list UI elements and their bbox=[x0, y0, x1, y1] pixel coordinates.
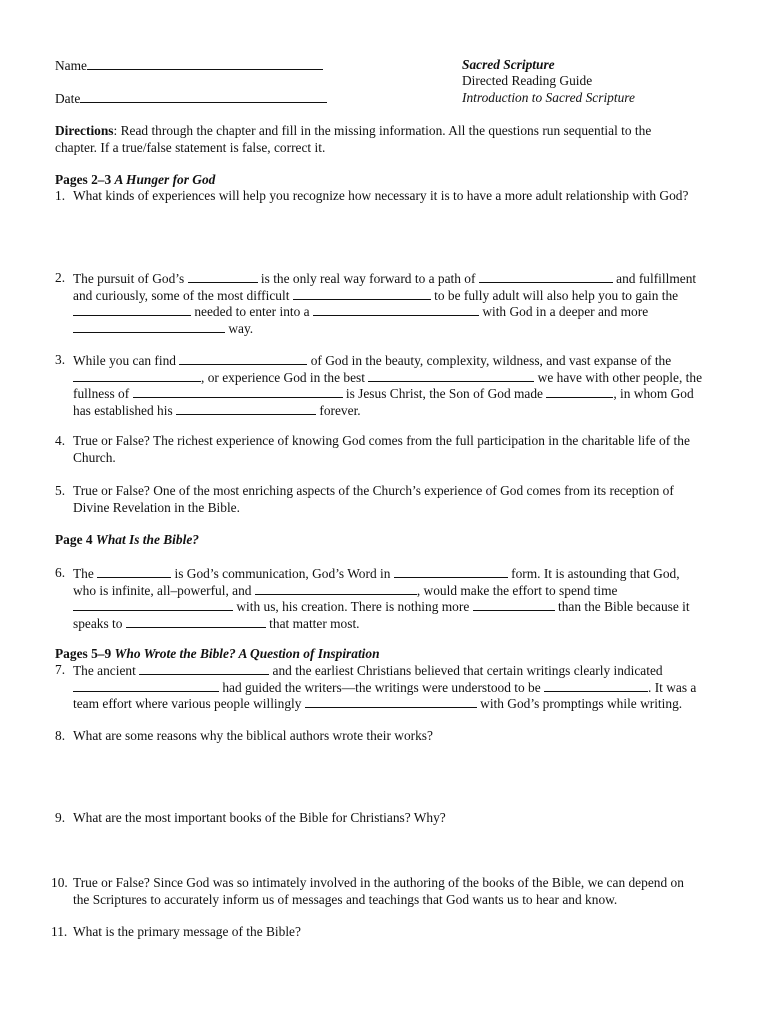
fill-blank[interactable] bbox=[255, 582, 417, 595]
fill-blank[interactable] bbox=[293, 287, 431, 300]
question-text: The ancient bbox=[73, 663, 140, 678]
fill-blank[interactable] bbox=[139, 662, 269, 675]
question-3 bbox=[55, 352, 735, 418]
question-text: True or False? The richest experience of knowing God comes from the full participation in the charitable life of the bbox=[73, 433, 690, 448]
question-text: had guided the writers—the writings were understood to be bbox=[219, 679, 545, 695]
question-text: is Jesus Christ, the Son of God made bbox=[342, 386, 547, 401]
question-text: What are the most important books of the Bible for Christians? Why? bbox=[73, 810, 446, 825]
fill-blank[interactable] bbox=[73, 679, 219, 692]
question-text: , or experience God in the best bbox=[201, 369, 369, 385]
question-text: way. bbox=[225, 320, 254, 336]
section-heading-1 bbox=[55, 172, 215, 189]
directions-text-2: chapter. If a true/false statement is false, correct it. bbox=[55, 139, 326, 155]
fill-blank[interactable] bbox=[73, 320, 225, 333]
fill-blank[interactable] bbox=[313, 303, 479, 316]
section-title: What Is the Bible? bbox=[95, 532, 199, 547]
question-text: What is the primary message of the Bible? bbox=[73, 924, 301, 939]
question-number: 1. bbox=[55, 188, 66, 203]
question-text: team effort where various people willingly bbox=[73, 696, 305, 711]
directions bbox=[55, 123, 651, 156]
fill-blank[interactable] bbox=[73, 598, 233, 611]
fill-blank[interactable] bbox=[73, 303, 191, 316]
date-blank[interactable] bbox=[80, 90, 327, 103]
question-text: True or False? One of the most enriching aspects of the Church’s experience of God comes from its reception of bbox=[73, 483, 674, 498]
question-2 bbox=[55, 270, 735, 336]
section-heading-2 bbox=[55, 532, 199, 549]
question-8 bbox=[55, 728, 735, 745]
guide-title: Directed Reading Guide bbox=[462, 73, 593, 88]
question-5 bbox=[55, 483, 735, 517]
question-10 bbox=[51, 875, 735, 909]
question-text: While you can find bbox=[73, 353, 180, 368]
section-title: A Hunger for God bbox=[114, 172, 216, 187]
question-text: forever. bbox=[316, 402, 361, 418]
question-text: The pursuit of God’s bbox=[73, 271, 188, 286]
question-text: What are some reasons why the biblical authors wrote their works? bbox=[73, 728, 433, 743]
question-text: Church. bbox=[73, 449, 116, 465]
fill-blank[interactable] bbox=[305, 695, 477, 708]
question-text: to be fully adult will also help you to gain the bbox=[430, 287, 679, 303]
fill-blank[interactable] bbox=[546, 385, 613, 398]
question-text: and curiously, some of the most difficult bbox=[73, 287, 293, 303]
fill-blank[interactable] bbox=[188, 270, 258, 283]
fill-blank[interactable] bbox=[73, 369, 201, 382]
question-text: speaks to bbox=[73, 615, 126, 631]
question-number: 2. bbox=[55, 270, 66, 285]
question-number: 7. bbox=[55, 662, 66, 677]
section-heading-3 bbox=[55, 646, 380, 663]
question-text: than the Bible because it bbox=[554, 599, 690, 614]
question-text: is the only real way forward to a path of bbox=[257, 271, 479, 286]
question-number: 9. bbox=[55, 810, 66, 825]
question-number: 5. bbox=[55, 483, 66, 498]
question-text: form. It is astounding that God, bbox=[507, 566, 680, 581]
question-number: 6. bbox=[55, 565, 66, 580]
question-text: What kinds of experiences will help you recognize how necessary it is to have a more adult relationship with God? bbox=[73, 188, 689, 203]
question-4 bbox=[55, 433, 735, 467]
course-title: Sacred Scripture bbox=[462, 57, 555, 72]
chapter-title: Introduction to Sacred Scripture bbox=[462, 90, 635, 105]
question-1 bbox=[55, 188, 735, 205]
question-text: Divine Revelation in the Bible. bbox=[73, 499, 240, 515]
fill-blank[interactable] bbox=[544, 679, 648, 692]
question-text: and the earliest Christians believed that certain writings clearly indicated bbox=[269, 663, 663, 678]
fill-blank[interactable] bbox=[97, 565, 171, 578]
section-pages: Pages 5–9 bbox=[55, 646, 115, 661]
question-text: is God’s communication, God’s Word in bbox=[171, 566, 394, 581]
question-number: 10. bbox=[51, 875, 68, 890]
question-text: fullness of bbox=[73, 386, 133, 401]
question-11 bbox=[51, 924, 735, 941]
question-text: . It was a bbox=[648, 679, 697, 695]
section-title: Who Wrote the Bible? A Question of Inspiration bbox=[114, 646, 380, 661]
date-line bbox=[55, 90, 327, 107]
section-pages: Page 4 bbox=[55, 532, 96, 547]
question-6 bbox=[55, 565, 735, 631]
name-label: Name bbox=[55, 58, 87, 73]
question-text: needed to enter into a bbox=[191, 304, 313, 319]
fill-blank[interactable] bbox=[368, 369, 534, 382]
question-text: , would make the effort to spend time bbox=[416, 582, 618, 598]
question-text: that matter most. bbox=[265, 615, 360, 631]
fill-blank[interactable] bbox=[479, 270, 613, 283]
question-text: of God in the beauty, complexity, wildness, and vast expanse of the bbox=[307, 353, 672, 368]
fill-blank[interactable] bbox=[394, 565, 508, 578]
fill-blank[interactable] bbox=[473, 598, 555, 611]
question-text: with God in a deeper and more bbox=[478, 304, 649, 319]
question-text: and fulfillment bbox=[612, 271, 697, 286]
question-number: 4. bbox=[55, 433, 66, 448]
question-text: who is infinite, all–powerful, and bbox=[73, 582, 255, 598]
directions-label: Directions bbox=[55, 123, 114, 138]
question-text: True or False? Since God was so intimately involved in the authoring of the books of the Bible, we can depend on bbox=[73, 875, 684, 890]
question-7 bbox=[55, 662, 735, 712]
fill-blank[interactable] bbox=[179, 352, 307, 365]
date-label: Date bbox=[55, 91, 81, 106]
name-line bbox=[55, 57, 323, 74]
fill-blank[interactable] bbox=[133, 385, 343, 398]
question-text: we have with other people, the bbox=[534, 369, 703, 385]
question-text: with God’s promptings while writing. bbox=[476, 696, 683, 711]
question-text: , in whom God bbox=[613, 386, 694, 401]
fill-blank[interactable] bbox=[176, 402, 316, 415]
directions-text-1: : Read through the chapter and fill in the missing information. All the questions run sequential to the bbox=[113, 123, 652, 138]
question-text: has established his bbox=[73, 402, 177, 418]
question-number: 11. bbox=[51, 924, 68, 939]
question-number: 8. bbox=[55, 728, 66, 743]
question-text: The bbox=[73, 566, 98, 581]
question-9 bbox=[55, 810, 735, 827]
fill-blank[interactable] bbox=[126, 615, 266, 628]
question-number: 3. bbox=[55, 352, 66, 367]
name-blank[interactable] bbox=[87, 57, 323, 70]
section-pages: Pages 2–3 bbox=[55, 172, 115, 187]
question-text: with us, his creation. There is nothing more bbox=[233, 599, 473, 614]
question-text: the Scriptures to accurately inform us of messages and teachings that God wants us to hear and know. bbox=[73, 891, 618, 907]
